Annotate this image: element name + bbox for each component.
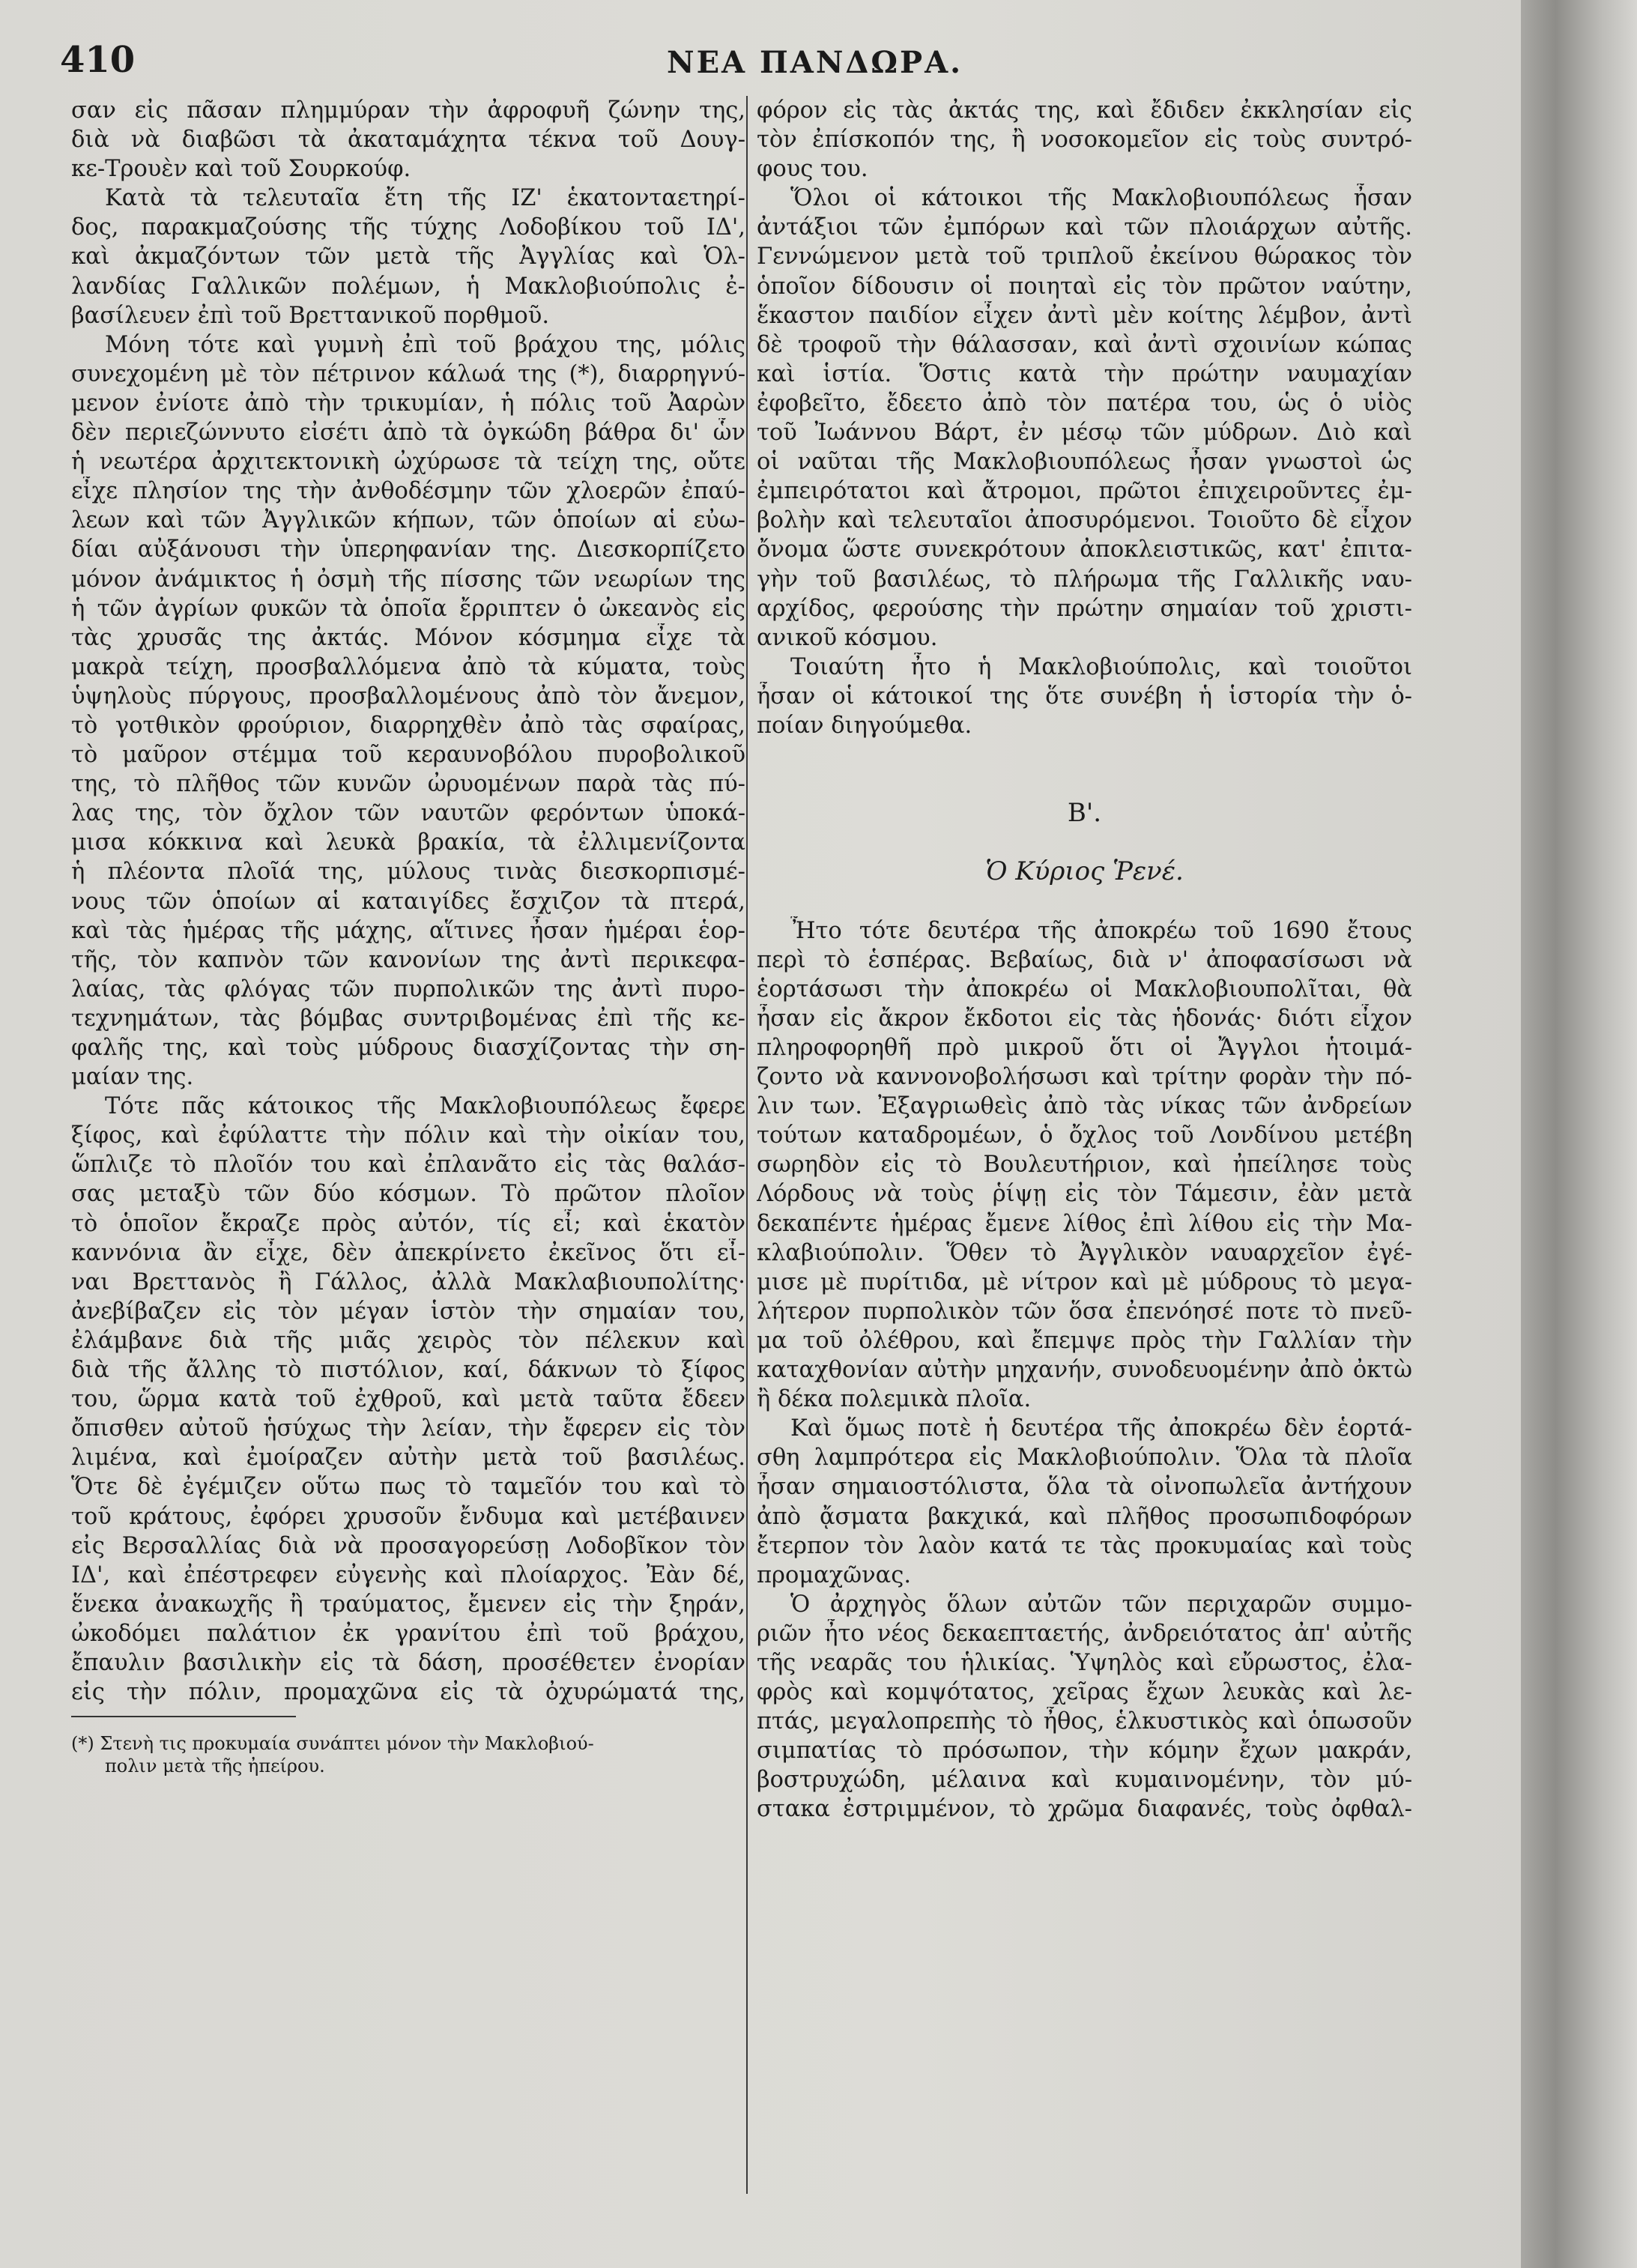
text-line: λεων καὶ τῶν Ἀγγλικῶν κήπων, τῶν ὁποίων αἱ εὐω- [71,507,745,534]
text-line: μενον ἐνίοτε ἀπὸ τὴν τρικυμίαν, ἡ πόλις τοῦ Ἀαρὼν [71,390,745,417]
text-line: ἔπαυλιν βασιλικὴν εἰς τὰ δάση, προσέθετεν ἐνορίαν [71,1649,745,1676]
column-divider [746,96,748,2194]
footnote-line: πολιν μετὰ τῆς ἠπείρου. [105,1756,325,1777]
text-line: Ἦτο τότε δευτέρα τῆς ἀποκρέω τοῦ 1690 ἔτους [790,917,1412,944]
text-line: τοῦ κράτους, ἐφόρει χρυσοῦν ἔνδυμα καὶ μετέβαινεν [71,1503,745,1530]
text-line: δεκαπέντε ἡμέρας ἔμενε λίθος ἐπὶ λίθου εἰς τὴν Μα- [757,1210,1412,1237]
text-line: φρὸς καὶ κομψότατος, χεῖρας ἔχων λευκὰς καὶ λε- [757,1679,1412,1706]
text-line: σιμπατίας τὸ πρόσωπον, τὴν κόμην ἔχων μακράν, [757,1738,1412,1764]
text-line: καὶ ἀκμαζόντων τῶν μετὰ τῆς Ἀγγλίας καὶ Ὁλ- [71,244,745,270]
text-line: Μόνη τότε καὶ γυμνὴ ἐπὶ τοῦ βράχου της, μόλις [105,331,745,358]
right-column [757,96,1412,1824]
text-line: ἕκαστον παιδίον εἶχεν ἀντὶ μὲν κοίτης λέμβον, ἀντὶ [757,302,1412,329]
text-line: τὸ γοτθικὸν φρούριον, διαρρηχθὲν ἀπὸ τὰς σφαίρας, [71,712,745,739]
text-line: μα τοῦ ὀλέθρου, καὶ ἔπεμψε πρὸς τὴν Γαλλίαν τὴν [757,1327,1412,1354]
text-line: ζοντο νὰ καννονοβολήσωσι καὶ τρίτην φορὰν τὴν πό- [757,1064,1412,1091]
text-line: εἰς Βερσαλλίας διὰ νὰ προσαγορεύσῃ Λοδοβῖκον τὸν [71,1532,745,1559]
text-line: λαίας, τὰς φλόγας τῶν πυρπολικῶν της ἀντὶ πυρο- [71,976,745,1003]
text-line: ἀπὸ ᾄσματα βακχικά, καὶ πλῆθος προσωπιδοφόρων [757,1503,1412,1530]
text-line: κλαβιούπολιν. Ὅθεν τὸ Ἀγγλικὸν ναυαρχεῖον ἐγέ- [757,1239,1412,1266]
text-line: ὑψηλοὺς πύργους, προσβαλλομένους ἀπὸ τὸν ἄνεμον, [71,683,745,710]
text-line: οἱ ναῦται τῆς Μακλοβιουπόλεως ἦσαν γνωστοὶ ὡς [757,449,1412,476]
text-line: μισα κόκκινα καὶ λευκὰ βρακία, τὰ ἐλλιμενίζοντα [71,829,745,856]
page-number: 410 [60,39,136,81]
text-line: φους του. [757,156,868,183]
text-line: πληροφορηθῆ πρὸ μικροῦ ὅτι οἱ Ἄγγλοι ἡτοιμά- [757,1035,1412,1061]
text-line: ἡ πλέοντα πλοῖά της, μύλους τινὰς διεσκορπισμέ- [71,859,745,886]
text-line: εἶχε πλησίον της τὴν ἀνθοδέσμην τῶν χλοερῶν ἐπαύ- [71,478,745,505]
text-line: πτάς, μεγαλοπρεπὴς τὸ ἦθος, ἑλκυστικὸς καὶ ὁπωσοῦν [757,1708,1412,1735]
text-line: εἰς τὴν πόλιν, προμαχῶνα εἰς τὰ ὀχυρώματά της, [71,1679,745,1706]
section-numeral: Β'. [1067,798,1102,829]
text-line: βολὴν καὶ τελευταῖοι ἀποσυρόμενοι. Τοιοῦτο δὲ εἶχον [757,507,1412,534]
text-line: διὰ τῆς ἄλλης τὸ πιστόλιον, καί, δάκνων τὸ ξίφος [71,1357,745,1384]
text-line: μισε μὲ πυρίτιδα, μὲ νίτρον καὶ μὲ μύδρους τὸ μεγα- [757,1268,1412,1295]
left-column [71,96,745,1777]
text-line: Λόρδους νὰ τοὺς ῥίψῃ εἰς τὸν Τάμεσιν, ἐὰν μετὰ [757,1181,1412,1208]
text-line: περὶ τὸ ἑσπέρας. Βεβαίως, διὰ ν' ἀποφασίσωσι νὰ [757,946,1412,973]
text-line: λανδίας Γαλλικῶν πολέμων, ἡ Μακλοβιούπολις ἐ- [71,273,745,300]
text-line: Γεννώμενον μετὰ τοῦ τριπλοῦ ἐκείνου θώρακος τὸν [757,244,1412,270]
text-line: φόρον εἰς τὰς ἀκτάς της, καὶ ἔδιδεν ἐκκλησίαν εἰς [757,97,1412,124]
text-line: ξίφος, καὶ ἐφύλαττε τὴν πόλιν καὶ τὴν οἰκίαν του, [71,1122,745,1149]
text-line: Κατὰ τὰ τελευταῖα ἔτη τῆς ΙΖ' ἑκατονταετηρί- [105,185,745,212]
right-column-text-top [757,96,1412,740]
text-line: ἔτερπον τὸν λαὸν κατά τε τὰς προκυμαίας καὶ τοὺς [757,1532,1412,1559]
text-line: σαν εἰς πᾶσαν πλημμύραν τὴν ἀφροφυῆ ζώνην της, [71,97,745,124]
text-line: κε-Τρουὲν καὶ τοῦ Σουρκούφ. [71,156,411,183]
text-line: δὲν περιεζώννυτο εἰσέτι ἀπὸ τὰ ὀγκώδη βάθρα δι' ὧν [71,420,745,447]
text-line: δὲ τροφοῦ τὴν θάλασσαν, καὶ ἀντὶ σχοινίων κώπας [757,331,1412,358]
text-line: ἕνεκα ἀνακωχῆς ἢ τραύματος, ἔμενεν εἰς τὴν ξηράν, [71,1591,745,1618]
text-line: ἐφοβεῖτο, ἔδεετο ἀπὸ τὸν πατέρα του, ὡς ὁ υἱὸς [757,390,1412,417]
text-line: καταχθονίαν αὐτὴν μηχανήν, συνοδευομένην ἀπὸ ὀκτὼ [757,1357,1412,1384]
text-line: ὁποῖον δίδουσιν οἱ ποιηταὶ εἰς τὸν πρῶτον ναύτην, [757,273,1412,300]
text-line: Ὅτε δὲ ἐγέμιζεν οὕτω πως τὸ ταμεῖόν του καὶ τὸ [71,1474,745,1501]
text-line: καὶ ἱστία. Ὅστις κατὰ τὴν πρώτην ναυμαχίαν [757,360,1412,387]
running-title: ΝΕΑ ΠΑΝΔΩΡΑ. [667,45,963,80]
text-line: ἐμπειρότατοι καὶ ἄτρομοι, πρῶτοι ἐπιχειροῦντες ἐμ- [757,478,1412,505]
text-line: μαίαν της. [71,1064,194,1091]
text-line: ἀνεβίβαζεν εἰς τὸν μέγαν ἱστὸν τὴν σημαίαν του, [71,1298,745,1325]
text-line: λιμένα, καὶ ἐμοίραζεν αὐτὴν μετὰ τοῦ βασιλέως. [71,1445,745,1472]
text-line: συνεχομένη μὲ τὸν πέτρινον κάλωά της (*), διαρρηγνύ- [71,360,745,387]
text-line: νους τῶν ὁποίων αἱ καταιγίδες ἔσχιζον τὰ πτερά, [71,888,745,915]
section-title: Ὁ Κύριος Ῥενέ. [985,856,1184,887]
text-line: ΙΔ', καὶ ἐπέστρεφεν εὐγενὴς καὶ πλοίαρχος. Ἐὰν δέ, [71,1561,745,1588]
text-line: μόνον ἀνάμικτος ἡ ὀσμὴ τῆς πίσσης τῶν νεωρίων της [71,566,745,593]
text-line: Καὶ ὅμως ποτὲ ἡ δευτέρα τῆς ἀποκρέω δὲν ἑορτά- [790,1415,1412,1442]
text-line: τὸν ἐπίσκοπόν της, ἢ νοσοκομεῖον εἰς τοὺς συντρό- [757,127,1412,154]
text-line: ανικοῦ κόσμου. [757,624,938,651]
text-line: ὠκοδόμει παλάτιον ἐκ γρανίτου ἐπὶ τοῦ βράχου, [71,1620,745,1647]
text-line: σωρηδὸν εἰς τὸ Βουλευτήριον, καὶ ἠπείλησε τοὺς [757,1152,1412,1179]
text-line: τῆς νεαρᾶς του ἡλικίας. Ὑψηλὸς καὶ εὔρωστος, ἐλα- [757,1649,1412,1676]
text-line: ἐλάμβανε διὰ τῆς μιᾶς χειρὸς τὸν πέλεκυν καὶ [71,1327,745,1354]
text-line: τεχνημάτων, τὰς βόμβας συντριβομένας ἐπὶ τῆς κε- [71,1005,745,1032]
text-line: ριῶν ἦτο νέος δεκαεπταετής, ἀνδρειότατος ἀπ' αὐτῆς [757,1620,1412,1647]
text-line: διὰ νὰ διαβῶσι τὰ ἀκαταμάχητα τέκνα τοῦ Δουγ- [71,127,745,154]
text-line: δίαι αὐξάνουσι τὴν ὑπερηφανίαν της. Διεσκορπίζετο [71,536,745,563]
page-edge-shadow [1521,0,1637,2268]
text-line: Ὅλοι οἱ κάτοικοι τῆς Μακλοβιουπόλεως ἦσαν [790,185,1412,212]
text-line: τὸ ὁποῖον ἔκραζε πρὸς αὐτόν, τίς εἶ; καὶ ἑκατὸν [71,1210,745,1237]
text-line: λήτερον πυρπολικὸν τῶν ὅσα ἐπενόησέ ποτε τὸ πνεῦ- [757,1298,1412,1325]
text-line: ὥπλιζε τὸ πλοῖόν του καὶ ἐπλανᾶτο εἰς τὰς θαλάσ- [71,1152,745,1179]
text-line: φαλῆς της, καὶ τοὺς μύδρους διασχίζοντας τὴν ση- [71,1035,745,1061]
text-line: τοῦ Ἰωάννου Βάρτ, ἐν μέσῳ τῶν μύδρων. Διὸ καὶ [757,420,1412,447]
text-line: λας της, τὸν ὄχλον τῶν ναυτῶν φερόντων ὑποκά- [71,800,745,827]
text-line: ἑορτάσωσι τὴν ἀποκρέω οἱ Μακλοβιουπολῖται, θὰ [757,976,1412,1003]
text-line: ὄπισθεν αὐτοῦ ἡσύχως τὴν λείαν, τὴν ἔφερεν εἰς τὸν [71,1415,745,1442]
text-line: Ὁ ἀρχηγὸς ὅλων αὐτῶν τῶν περιχαρῶν συμμο- [790,1591,1412,1618]
text-line: ἀντάξιοι τῶν ἐμπόρων καὶ τῶν πλοιάρχων αὐτῆς. [757,214,1412,241]
text-line: στακα ἐστριμμένον, τὸ χρῶμα διαφανές, τοὺς ὀφθαλ- [757,1796,1412,1823]
text-line: μακρὰ τείχη, προσβαλλόμενα ἀπὸ τὰ κύματα, τοὺς [71,653,745,680]
text-line: καννόνια ἂν εἶχε, δὲν ἀπεκρίνετο ἐκεῖνος ὅτι εἶ- [71,1239,745,1266]
text-line: λιν των. Ἐξαγριωθεὶς ἀπὸ τὰς νίκας τῶν ἀνδρείων [757,1093,1412,1120]
text-line: ναι Βρεττανὸς ἢ Γάλλος, ἀλλὰ Μακλαβιουπολίτης· [71,1268,745,1295]
text-line: Τότε πᾶς κάτοικος τῆς Μακλοβιουπόλεως ἔφερε [105,1093,745,1120]
text-line: Τοιαύτη ἦτο ἡ Μακλοβιούπολις, καὶ τοιοῦτοι [790,653,1412,680]
text-line: αρχίδος, φερούσης τὴν πρώτην σημαίαν τοῦ χριστι- [757,595,1412,622]
text-line: σθη λαμπρότερα εἰς Μακλοβιούπολιν. Ὅλα τὰ πλοῖα [757,1445,1412,1472]
text-line: ἢ δέκα πολεμικὰ πλοῖα. [757,1386,1032,1413]
text-line: προμαχῶνας. [757,1561,912,1588]
text-line: της, τὸ πλῆθος τῶν κυνῶν ὠρυομένων παρὰ τὰς πύ- [71,771,745,798]
text-line: δος, παρακμαζούσης τῆς τύχης Λοδοβίκου τοῦ ΙΔ', [71,214,745,241]
text-line: ἡ τῶν ἀγρίων φυκῶν τὰ ὁποῖα ἔρριπτεν ὁ ὠκεανὸς εἰς [71,595,745,622]
text-line: ἦσαν σημαιοστόλιστα, ὅλα τὰ οἰνοπωλεῖα ἀντήχουν [757,1474,1412,1501]
text-line: τὸ μαῦρον στέμμα τοῦ κεραυνοβόλου πυροβολικοῦ [71,742,745,769]
text-line: ὄνομα ὥστε συνεκρότουν ἀποκλειστικῶς, κατ' ἐπιτα- [757,536,1412,563]
text-line: του, ὥρμα κατὰ τοῦ ἐχθροῦ, καὶ μετὰ ταῦτα ἔδεεν [71,1386,745,1413]
text-line: σας μεταξὺ τῶν δύο κόσμων. Τὸ πρῶτον πλοῖον [71,1181,745,1208]
text-line: βοστρυχώδη, μέλαινα καὶ κυμαινομένην, τὸν μύ- [757,1767,1412,1794]
text-line: τὰς χρυσᾶς της ἀκτάς. Μόνον κόσμημα εἶχε τὰ [71,624,745,651]
text-line: τούτων καταδρομέων, ὁ ὄχλος τοῦ Λονδίνου μετέβη [757,1122,1412,1149]
text-line: γὴν τοῦ βασιλέως, τὸ πλήρωμα τῆς Γαλλικῆς ναυ- [757,566,1412,593]
text-line: καὶ τὰς ἡμέρας τῆς μάχης, αἵτινες ἦσαν ἡμέραι ἑορ- [71,917,745,944]
text-line: ἦσαν οἱ κάτοικοί της ὅτε συνέβη ἡ ἱστορία τὴν ὁ- [757,683,1412,710]
text-line: βασίλευεν ἐπὶ τοῦ Βρεττανικοῦ πορθμοῦ. [71,302,550,329]
text-line: ἡ νεωτέρα ἀρχιτεκτονικὴ ὠχύρωσε τὰ τείχη της, οὔτε [71,449,745,476]
text-line: τῆς, τὸν καπνὸν τῶν κανονίων της ἀντὶ περικεφα- [71,946,745,973]
text-line: ἦσαν εἰς ἄκρον ἔκδοτοι εἰς τὰς ἡδονάς· διότι εἶχον [757,1005,1412,1032]
right-column-text-bottom [757,916,1412,1824]
footnote-divider [71,1716,296,1717]
page-header [45,39,1513,84]
text-line: ποίαν διηγούμεθα. [757,712,972,739]
left-column-text [71,96,745,1707]
footnote-line: (*) Στενὴ τις προκυμαία συνάπτει μόνον τὴν Μακλοβιού- [71,1733,594,1755]
